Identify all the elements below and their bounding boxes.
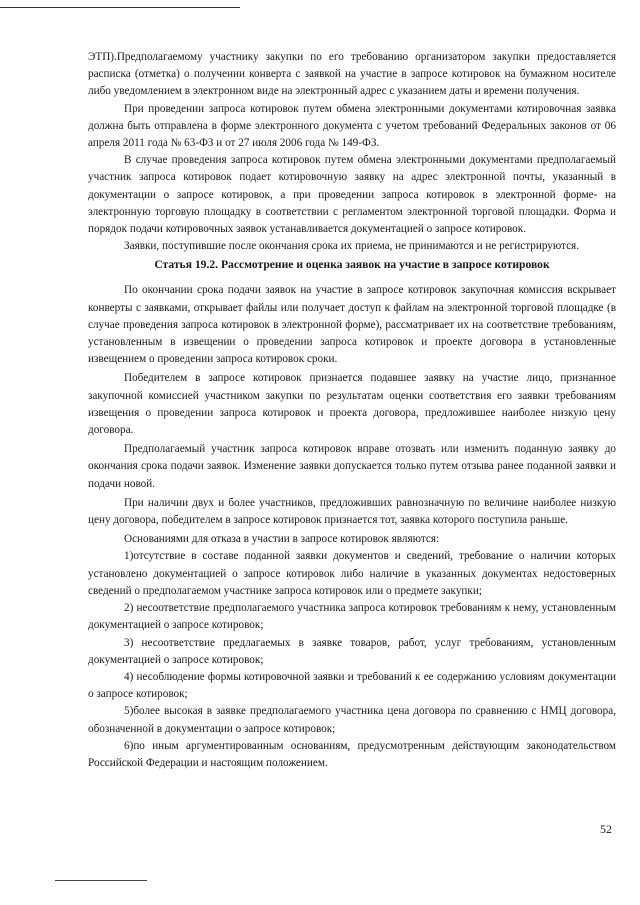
- list-item-refusal-5: 5)более высокая в заявке предполагаемого участника цена договора по сравнению с НМЦ договора, обозначенной в документации о запросе котировок;: [88, 705, 616, 735]
- list-item-refusal-6: 6)по иным аргументированным основаниям, предусмотренным действующим законодательством Российской Федерации и настоящим положением.: [88, 739, 616, 769]
- paragraph-equal-price: При наличии двух и более участников, предложивших равнозначную по величине наиболее низкую цену договора, победителем в запросе котировок признается тот, заявка которого поступила раньше.: [88, 496, 616, 527]
- list-item-refusal-2: 2) несоответствие предполагаемого участника запроса котировок требованиям к нему, установленным документацией о запросе котировок;: [88, 602, 616, 632]
- list-item-refusal-3: 3) несоответствие предлагаемых в заявке товаров, работ, услуг требованиям, установленным документацией о запросе котировок;: [88, 636, 616, 666]
- page-number: 52: [600, 822, 612, 836]
- paragraph-electronic-exchange: При проведении запроса котировок путем обмена электронными документами котировочная заявка должна быть отправлена в форме электронного документа с учетом требований Федеральных законов от 06 апреля 2011 года № 63-ФЗ и от 27 июля 2006 года № 149-ФЗ.: [88, 102, 616, 150]
- list-item-refusal-1: 1)отсутствие в составе поданной заявки документов и сведений, требование о наличии которых установлено документацией о запросе котировок либо наличие в указанных документах недостоверных сведений о предполагаемом участнике запроса котировок или о предмете закупки;: [88, 550, 616, 597]
- scan-artifact-bottom-line: [55, 880, 147, 881]
- document-body: [88, 49, 616, 772]
- paragraph-refusal-grounds-intro: Основаниями для отказа в участии в запросе котировок являются:: [124, 533, 440, 546]
- paragraph-review-procedure: По окончании срока подачи заявок на участие в запросе котировок закупочная комиссия вскрывает конверты с заявками, открывает файлы или получает доступ к файлам на электронной торговой площадке (в случае проведения запроса котировок в электронной форме), рассматривает их на соответствие требованиям, установленным в извещении о проведении запроса котировок и проекте договора в установленные извещением о проведении запроса котировок сроки.: [88, 284, 616, 366]
- paragraph-late-applications: Заявки, поступившие после окончания срока их приема, не принимаются и не регистрируются.: [124, 240, 579, 253]
- paragraph-winner: Победителем в запросе котировок признается подавшее заявку на участие лицо, признанное закупочной комиссией участником закупки по результатам оценки соответствия его заявки требованиям извещения о проведении запроса котировок и проекта договора, предложившее наиболее низкую цену договора.: [88, 372, 616, 437]
- paragraph-submission-method: В случае проведения запроса котировок путем обмена электронными документами предполагаемый участник запроса котировок подает котировочную заявку на адрес электронной почты, указанный в документации о запросе котировок, а при проведении запроса котировок в электронной форме- на электронную торговую площадку в соответствии с регламентом электронной торговой площадки. Форма и порядок подачи котировочных заявок устанавливается документацией о запросе котировок.: [88, 154, 616, 236]
- scan-artifact-top-line: [0, 7, 240, 8]
- paragraph-withdrawal: Предполагаемый участник запроса котировок вправе отозвать или изменить поданную заявку до окончания срока подачи заявок. Изменение заявки допускается только путем отзыва ранее поданной заявки и подачи новой.: [88, 443, 616, 490]
- article-heading: Статья 19.2. Рассмотрение и оценка заявок на участие в запросе котировок: [154, 258, 550, 272]
- list-item-refusal-4: 4) несоблюдение формы котировочной заявки и требований к ее содержанию условиям документации о запросе котировок;: [88, 670, 616, 701]
- paragraph-continuation: ЭТП).Предполагаемому участнику закупки по его требованию организатором закупки предоставляется расписка (отметка) о получении конверта с заявкой на участие в запросе котировок на бумажном носителе либо уведомлением в электронном виде на электронный адрес с указанием даты и времени получения.: [88, 51, 616, 98]
